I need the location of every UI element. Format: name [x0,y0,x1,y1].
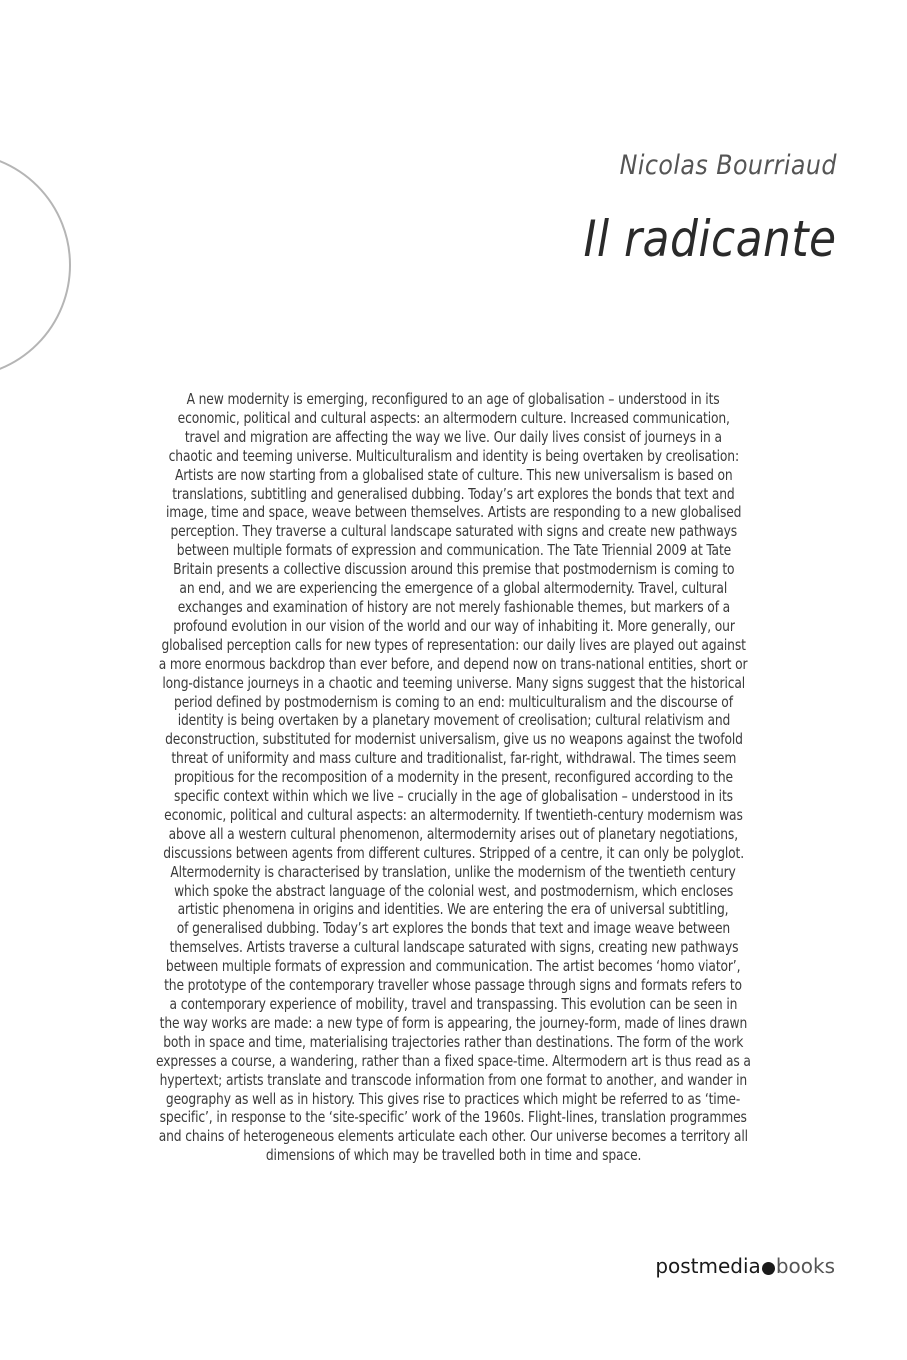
blurb-line [62,957,845,976]
blurb-line-text: Britain presents a collective discussion around this premise that postmodernism is coming to [172,560,735,579]
blurb-line [62,1014,845,1033]
blurb-line-text: between multiple formats of expression and communication. The Tate Triennial 2009 at Tate [176,541,731,560]
blurb-line [62,693,845,712]
blurb-line [62,976,845,995]
blurb-text [62,390,845,1165]
blurb-line [62,919,845,938]
blurb-line [62,636,845,655]
decorative-circle-arc [0,152,71,378]
blurb-line [62,787,845,806]
blurb-line-text: identity is being overtaken by a planetary movement of creolisation; cultural relativism and [177,711,730,730]
blurb-line [62,1033,845,1052]
blurb-line-text: geography as well as in history. This gives rise to practices which might be referred to as ‘time- [166,1089,741,1108]
blurb-line [62,938,845,957]
blurb-line-text: expresses a course, a wandering, rather than a fixed space-time. Altermodern art is thus read as a [156,1051,751,1070]
blurb-line [62,825,845,844]
blurb-line [62,1108,845,1127]
blurb-line-text: globalised perception calls for new types of representation: our daily lives are played out against [161,635,746,654]
blurb-line-text: economic, political and cultural aspects: an altermodernity. If twentieth-century modernism was [164,805,743,824]
blurb-line-text: a contemporary experience of mobility, travel and transpassing. This evolution can be seen in [169,995,738,1013]
publisher-name-part2: books [775,1254,835,1278]
blurb-line-text: exchanges and examination of history are not merely fashionable themes, but markers of a [177,597,730,616]
blurb-line-text: long-distance journeys in a chaotic and teeming universe. Many signs suggest that the historical [162,673,745,692]
blurb-line-text: image, time and space, weave between themselves. Artists are responding to a new globalised [165,503,742,522]
blurb-line-text: and chains of heterogeneous elements articulate each other. Our universe becomes a territory all [158,1127,749,1146]
blurb-line [62,655,845,674]
blurb-line-text: period defined by postmodernism is coming to an end: multiculturalism and the discourse of [174,692,733,711]
blurb-line-text: travel and migration are affecting the way we live. Our daily lives consist of journeys in a [184,427,723,446]
blurb-line-text: specific context within which we live – crucially in the age of globalisation – understood in its [174,787,733,806]
blurb-line-text: the way works are made: a new type of form is appearing, the journey-form, made of lines drawn [159,1013,748,1032]
blurb-line [62,485,845,504]
blurb-line [62,541,845,560]
blurb-line [62,749,845,768]
blurb-line-text: themselves. Artists traverse a cultural landscape saturated with signs, creating new pathways [169,938,738,957]
blurb-line-text: deconstruction, substituted for modernist universalism, give us no weapons against the twofold [164,730,743,749]
blurb-line-text: both in space and time, materialising trajectories rather than destinations. The form of the work [163,1032,744,1051]
blurb-line [62,900,845,919]
blurb-line-text: between multiple formats of expression and communication. The artist becomes ‘homo viator’, [166,957,741,976]
blurb-line-text: Artists are now starting from a globalised state of culture. This new universalism is based on [174,465,733,484]
blurb-line-text: which spoke the abstract language of the colonial west, and postmodernism, which encloses [173,881,734,900]
blurb-line-text: an end, and we are experiencing the emergence of a global altermodernity. Travel, cultural [179,579,728,598]
blurb-line [62,579,845,598]
blurb-line [62,1052,845,1071]
blurb-line-text: the prototype of the contemporary traveller whose passage through signs and formats refers to [164,976,743,995]
blurb-line-text: perception. They traverse a cultural landscape saturated with signs and create new pathways [170,522,737,541]
blurb-line [62,503,845,522]
blurb-line [62,466,845,485]
book-title: Il radicante [583,210,837,268]
blurb-line-text: artistic phenomena in origins and identities. We are entering the era of universal subtitling, [178,900,729,919]
blurb-line [62,844,845,863]
blurb-line [62,995,845,1014]
blurb-line [62,1146,845,1165]
blurb-line-text: discussions between agents from different cultures. Stripped of a centre, it can only be polyglot. [163,843,744,862]
blurb-line [62,882,845,901]
blurb-line-text: threat of uniformity and mass culture and traditionalist, far-right, withdrawal. The times seem [171,749,736,768]
blurb-line-text: chaotic and teeming universe. Multiculturalism and identity is being overtaken by creolisation: [168,446,739,465]
author-name: Nicolas Bourriaud [619,150,837,181]
blurb-line [62,390,845,409]
blurb-line-text: specific’, in response to the ‘site-specific’ work of the 1960s. Flight-lines, translation programmes [159,1108,748,1127]
blurb-line [62,1127,845,1146]
blurb-line-text: A new modernity is emerging, reconfigured to an age of globalisation – understood in its [187,390,720,408]
blurb-line [62,522,845,541]
blurb-line [62,409,845,428]
blurb-line-text: economic, political and cultural aspects: an altermodern culture. Increased communication, [177,408,730,427]
blurb-line [62,598,845,617]
blurb-line [62,560,845,579]
blurb-line-text: Altermodernity is characterised by translation, unlike the modernism of the twentieth century [170,862,737,881]
publisher-logo [655,1254,835,1278]
blurb-line-text: of generalised dubbing. Today’s art explores the bonds that text and image weave between [176,919,731,938]
blurb-line [62,863,845,882]
blurb-line-text: profound evolution in our vision of the world and our way of inhabiting it. More generally, our [172,616,735,635]
blurb-line [62,674,845,693]
blurb-line [62,447,845,466]
blurb-line-text: propitious for the recomposition of a modernity in the present, reconfigured according to the [174,768,733,787]
blurb-line-text: a more enormous backdrop than ever before, and depend now on trans-national entities, short or [159,654,748,673]
blurb-line [62,806,845,825]
blurb-line-text: translations, subtitling and generalised dubbing. Today’s art explores the bonds that text and [172,484,735,503]
blurb-line [62,768,845,787]
publisher-dot-icon [762,1262,775,1275]
blurb-line [62,1090,845,1109]
blurb-line [62,730,845,749]
blurb-line [62,428,845,447]
publisher-name-part1: postmedia [655,1254,761,1278]
blurb-line-text: dimensions of which may be travelled both in time and space. [265,1146,642,1165]
blurb-line-text: above all a western cultural phenomenon, altermodernity arises out of planetary negotiations, [168,824,739,843]
blurb-line-text: hypertext; artists translate and transcode information from one format to another, and wander in [159,1070,748,1089]
blurb-line [62,1071,845,1090]
blurb-line [62,711,845,730]
blurb-line [62,617,845,636]
